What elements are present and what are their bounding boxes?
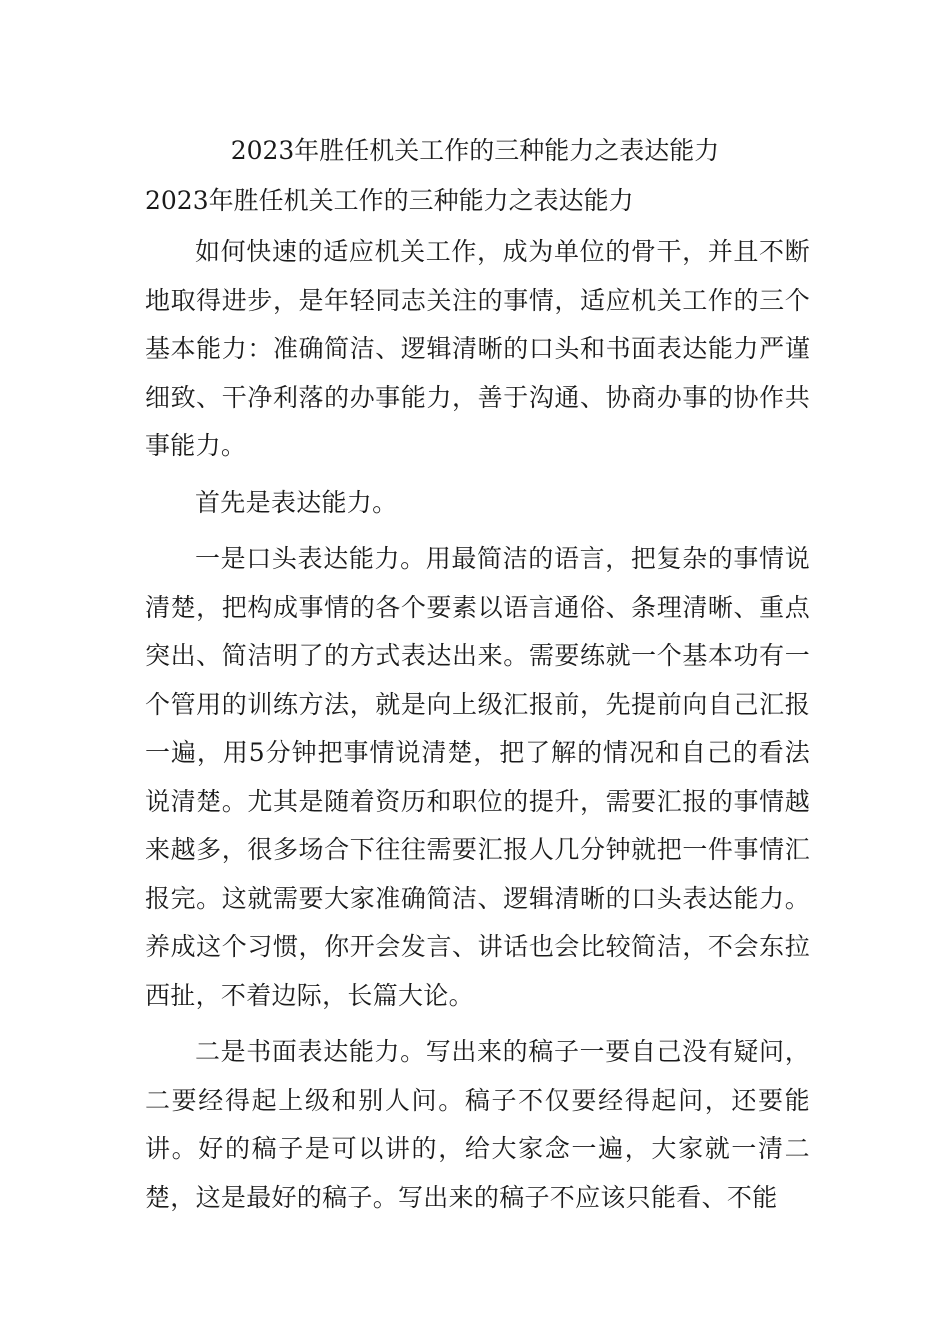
paragraph-first-point: 首先是表达能力。: [195, 487, 398, 517]
paragraph-oral-expression: 一是口头表达能力。用最简洁的语言，把复杂的事情说清楚，把构成事情的各个要素以语言通俗、条理清晰、重点突出、简洁明了的方式表达出来。需要练就一个基本功有一个管用的训练方法，就是向上级汇报前，先提前向自己汇报一遍，用5分钟把事情说清楚，把了解的情况和自己的看法说清楚。尤其是随着资历和职位的提升，需要汇报的事情越来越多，很多场合下往往需要汇报人几分钟就把一件事情汇报完。这就需要大家准确简洁、逻辑清晰的口头表达能力。养成这个习惯，你开会发言、讲话也会比较简洁，不会东拉西扯，不着边际，长篇大论。: [145, 544, 810, 1010]
document-subtitle: 2023年胜任机关工作的三种能力之表达能力: [145, 186, 634, 215]
document-body: [145, 228, 810, 1230]
document-title: 2023年胜任机关工作的三种能力之表达能力: [230, 136, 720, 165]
paragraph-written-expression: 二是书面表达能力。写出来的稿子一要自己没有疑问，二要经得起上级和别人问。稿子不仅要经得起问，还要能讲。好的稿子是可以讲的，给大家念一遍，大家就一清二楚，这是最好的稿子。写出来的稿子不应该只能看、不能: [145, 1037, 810, 1212]
paragraph-intro: 如何快速的适应机关工作，成为单位的骨干，并且不断地取得进步，是年轻同志关注的事情，适应机关工作的三个基本能力：准确简洁、逻辑清晰的口头和书面表达能力严谨细致、干净利落的办事能力，善于沟通、协商办事的协作共事能力。: [145, 237, 810, 460]
